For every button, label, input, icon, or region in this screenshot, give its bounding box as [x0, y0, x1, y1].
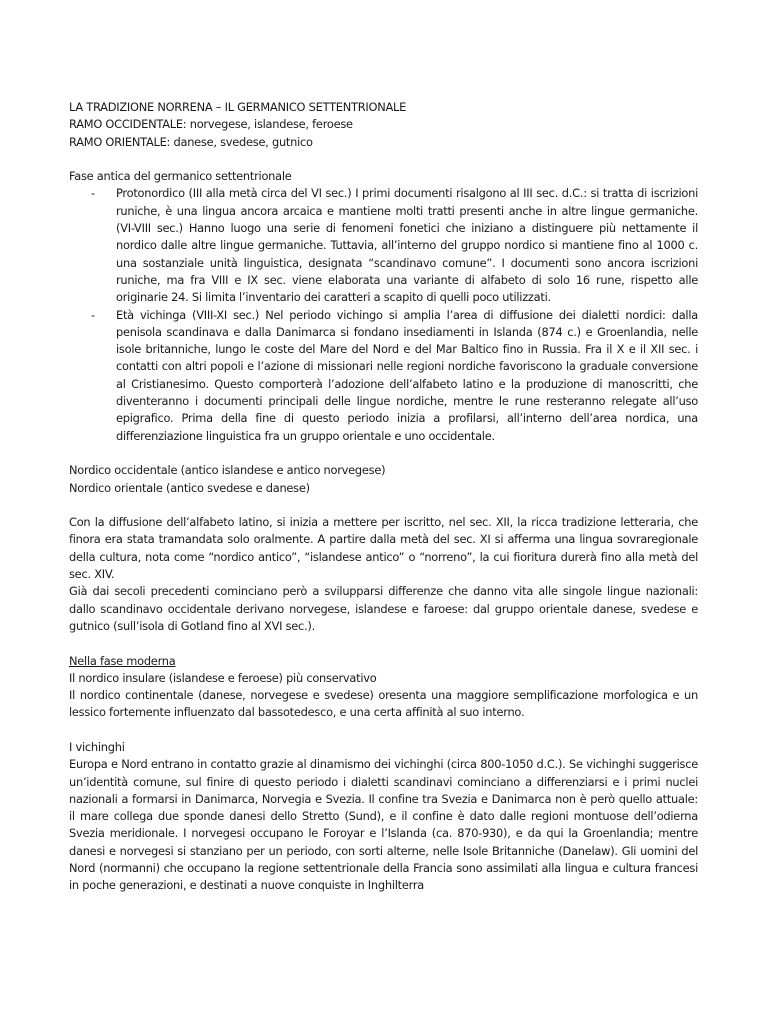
ramo-occidentale-line: RAMO OCCIDENTALE: norvegese, islandese, feroese — [69, 117, 353, 132]
spacer — [69, 722, 698, 739]
bullet-protonordico — [69, 185, 698, 306]
spacer — [69, 497, 698, 514]
paragraph-lingue-nazionali: Già dai secoli precedenti cominciano però a svilupparsi differenze che danno vita alle singole lingue nazionali: dallo scandinavo occidentale derivano norvegese, islandese e faroese: dal gruppo orientale danese, svedese e gutnico (sull’isola di Gotland fino al XVI sec.). — [69, 584, 698, 633]
nordico-orientale-line: Nordico orientale (antico svedese e danese) — [69, 480, 310, 495]
nordico-insulare-line: Il nordico insulare (islandese e feroese) più conservativo — [69, 670, 377, 685]
bullet-eta-vichinga — [69, 307, 698, 445]
spacer — [69, 445, 698, 462]
fase-antica-heading: Fase antica del germanico settentrionale — [69, 169, 292, 184]
spacer — [69, 151, 698, 168]
vichinghi-paragraph: Europa e Nord entrano in contatto grazie al dinamismo dei vichinghi (circa 800-1050 d.C.). Se vichinghi suggerisce un’identità comune, sul finire di questo periodo i dialetti scandinavi cominciano a differenziarsi e i primi nuclei nazionali a formarsi in Danimarca, Norvegia e Svezia. Il confine tra Svezia e Danimarca non è però quello attuale: il mare collega due sponde danesi dello Stretto (Sund), e il confine è dato dalle regioni montuose dell’odierna Svezia meridionale. I norvegesi occupano le Foroyar e l’Islanda (ca. 870-930), e da qui la Groenlandia; mentre danesi e norvegesi si stanziano per un periodo, con sorti alterne, nelle Isole Britanniche (Danelaw). Gli uomini del Nord (normanni) che occupano la regione settentrionale della Francia sono assimilati alla lingua e cultura francesi in poche generazioni, e destinati a nuove conquiste in Inghilterra — [69, 757, 698, 893]
document-body — [69, 99, 698, 895]
bullet-dash: - — [91, 186, 95, 201]
vichinghi-heading: I vichinghi — [69, 739, 125, 754]
bullet-dash: - — [91, 307, 95, 322]
bullet-protonordico-text: Protonordico (III alla metà circa del VI sec.) I primi documenti risalgono al III sec. d.C.: si tratta di iscrizioni runiche, è una lingua ancora arcaica e mantiene molti tratti presenti anche in altre lingue germaniche. (VI-VIII sec.) Hanno luogo una serie di fenomeni fonetici che iniziano a distinguere più nettamente il nordico dalle altre lingue germaniche. Tuttavia, all’interno del gruppo nordico si mantiene fino al 1000 c. una sostanziale unità linguistica, designata “scandinavo comune”. I documenti sono ancora iscrizioni runiche, ma fra VIII e IX sec. viene elaborata una variante di alfabeto di solo 16 rune, rispetto alle originarie 24. Si limita l’inventario dei caratteri a scapito di quelli poco utilizzati. — [116, 186, 698, 305]
ramo-orientale-line: RAMO ORIENTALE: danese, svedese, gutnico — [69, 134, 313, 149]
spacer — [69, 635, 698, 652]
paragraph-alfabeto-latino: Con la diffusione dell’alfabeto latino, si inizia a mettere per iscritto, nel sec. XII, la ricca tradizione letteraria, che finora era stata tramandata solo oralmente. A partire dalla metà del sec. XI si afferma una lingua sovraregionale della cultura, nota come “nordico antico”, “islandese antico” o “norreno”, la cui fioritura durerà fino alla metà del sec. XIV. — [69, 515, 698, 582]
nordico-continentale-paragraph: Il nordico continentale (danese, norvegese e svedese) oresenta una maggiore semplificazione morfologica e un lessico fortemente influenzato dal bassotedesco, e una certa affinità al suo interno. — [69, 688, 698, 720]
nordico-occidentale-line: Nordico occidentale (antico islandese e antico norvegese) — [69, 463, 386, 478]
bullet-eta-vichinga-text: Età vichinga (VIII-XI sec.) Nel periodo vichingo si amplia l’area di diffusione dei dialetti nordici: dalla penisola scandinava e dalla Danimarca si fondano insediamenti in Islanda (874 c.) e Groenlandia, nelle isole britanniche, lungo le coste del Mare del Nord e del Mar Baltico fino in Russia. Fra il X e il XII sec. i contatti con altri popoli e l’azione di missionari nelle regioni nordiche favoriscono la graduale conversione al Cristianesimo. Questo comporterà l’adozione dell’alfabeto latino e la produzione di manoscritti, che diventeranno i documenti principali delle lingue nordiche, mentre le rune resteranno relegate all’uso epigrafico. Prima della fine di questo periodo inizia a profilarsi, all’interno dell’area nordica, una differenziazione linguistica fra un gruppo orientale e uno occidentale. — [116, 307, 698, 443]
document-title: LA TRADIZIONE NORRENA – IL GERMANICO SETTENTRIONALE — [69, 100, 407, 114]
fase-moderna-heading: Nella fase moderna — [69, 653, 176, 668]
